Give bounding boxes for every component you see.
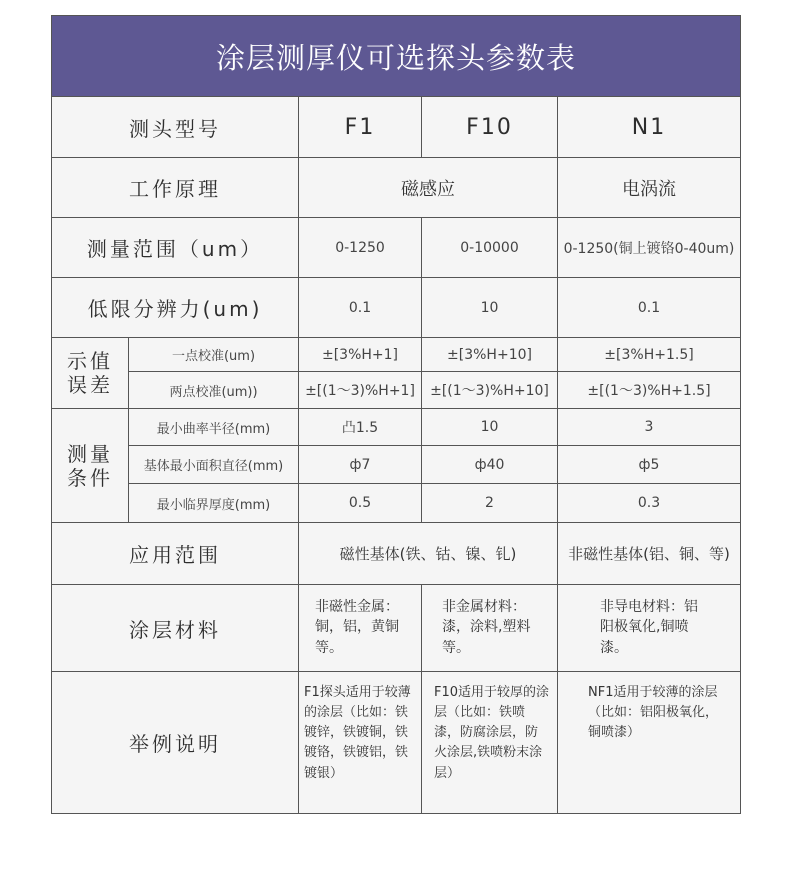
model-f10: F10 [422, 97, 558, 158]
resolution-label: 低限分辨力(um) [52, 278, 299, 338]
coating-f1: 非磁性金属：铜，铝，黄铜等。 [299, 585, 422, 672]
resolution-f1: 0.1 [299, 278, 422, 338]
examples-label: 举例说明 [52, 672, 299, 814]
resolution-f10: 10 [422, 278, 558, 338]
coating-label: 涂层材料 [52, 585, 299, 672]
examples-n1: NF1适用于较薄的涂层（比如：铝阳极氧化，铜喷漆） [558, 672, 741, 814]
two-point-label: 两点校准(um)) [129, 372, 299, 409]
parameter-table [51, 15, 741, 814]
one-point-f1: ±[3%H+1] [299, 338, 422, 372]
application-label: 应用范围 [52, 523, 299, 585]
two-point-n1: ±[(1～3)%H+1.5] [558, 372, 741, 409]
coating-f10: 非金属材料：漆，涂料,塑料等。 [422, 585, 558, 672]
model-n1: N1 [558, 97, 741, 158]
curvature-f1: 凸1.5 [299, 409, 422, 446]
application-magnetic: 磁性基体(铁、钴、镍、钆) [299, 523, 558, 585]
curvature-label: 最小曲率半径(mm) [129, 409, 299, 446]
one-point-n1: ±[3%H+1.5] [558, 338, 741, 372]
diameter-f1: ф7 [299, 446, 422, 484]
principle-magnetic: 磁感应 [299, 158, 558, 218]
thickness-f10: 2 [422, 484, 558, 523]
thickness-label: 最小临界厚度(mm) [129, 484, 299, 523]
range-f10: 0-10000 [422, 218, 558, 278]
diameter-n1: ф5 [558, 446, 741, 484]
diameter-f10: ф40 [422, 446, 558, 484]
principle-label: 工作原理 [52, 158, 299, 218]
error-group-text: 示值误差 [67, 349, 113, 397]
probe-model-label: 测头型号 [52, 97, 299, 158]
diameter-label: 基体最小面积直径(mm) [129, 446, 299, 484]
application-nonmagnetic: 非磁性基体(铝、铜、等) [558, 523, 741, 585]
conditions-group-label [52, 409, 129, 523]
table-title: 涂层测厚仪可选探头参数表 [52, 16, 741, 97]
examples-f1: F1探头适用于较薄的涂层（比如：铁镀锌，铁镀铜，铁镀铬，铁镀铝，铁镀银） [299, 672, 422, 814]
coating-n1: 非导电材料：铝阳极氧化,铜喷漆。 [558, 585, 741, 672]
two-point-f10: ±[(1～3)%H+10] [422, 372, 558, 409]
resolution-n1: 0.1 [558, 278, 741, 338]
one-point-f10: ±[3%H+10] [422, 338, 558, 372]
range-label: 测量范围（um） [52, 218, 299, 278]
range-f1: 0-1250 [299, 218, 422, 278]
two-point-f1: ±[(1～3)%H+1] [299, 372, 422, 409]
thickness-n1: 0.3 [558, 484, 741, 523]
principle-eddy: 电涡流 [558, 158, 741, 218]
error-group-label [52, 338, 129, 409]
conditions-group-text: 测量条件 [67, 441, 113, 490]
thickness-f1: 0.5 [299, 484, 422, 523]
curvature-n1: 3 [558, 409, 741, 446]
examples-f10: F10适用于较厚的涂层（比如：铁喷漆，防腐涂层，防火涂层,铁喷粉末涂层） [422, 672, 558, 814]
one-point-label: 一点校准(um) [129, 338, 299, 372]
model-f1: F1 [299, 97, 422, 158]
curvature-f10: 10 [422, 409, 558, 446]
range-n1: 0-1250(铜上镀铬0-40um) [558, 218, 741, 278]
